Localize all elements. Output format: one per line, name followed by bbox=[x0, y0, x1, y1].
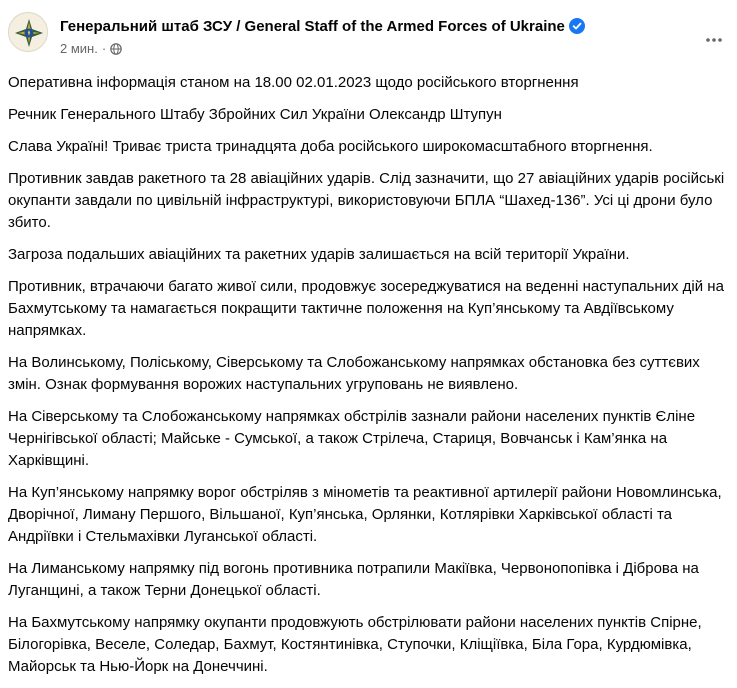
post-paragraph: Противник, втрачаючи багато живої сили, продовжує зосереджуватися на веденні наступальних дій на Бахмутському та намагається покращити тактичне положення на Куп’янському та Авдіївському напрямках. bbox=[8, 278, 724, 339]
post-paragraph: На Сіверському та Слобожанському напрямках обстрілів зазнали райони населених пунктів Єліне Чернігівської області; Майське - Сумської, а також Стрілеча, Стариця, Вовчанськ і Кам’янка на Харківщині. bbox=[8, 408, 696, 469]
meta-separator: · bbox=[101, 41, 107, 56]
post-paragraph: Загроза подальших авіаційних та ракетних ударів залишається на всій території України. bbox=[8, 246, 630, 263]
post-paragraph: Оперативна інформація станом на 18.00 02.01.2023 щодо російського вторгнення bbox=[8, 74, 579, 91]
author-name-link[interactable]: Генеральний штаб ЗСУ / General Staff of the Armed Forces of Ukraine bbox=[60, 18, 565, 35]
general-staff-emblem-icon bbox=[9, 13, 48, 52]
post-paragraph: Слава Україні! Триває триста тринадцята доба російського широкомасштабного вторгнення. bbox=[8, 138, 653, 155]
post-paragraph: На Волинському, Поліському, Сіверському та Слобожанському напрямках обстановка без суттєвих змін. Ознак формування ворожих наступальних угруповань не виявлено. bbox=[8, 354, 700, 393]
post-paragraph: На Бахмутському напрямку окупанти продовжують обстрілювати райони населених пунктів Спірне, Білогорівка, Веселе, Соледар, Бахмут, Костянтинівка, Ступочки, Кліщіївка, Біла Гора, Курдюмівка, Майорськ та Нью-Йорк на Донеччині. bbox=[8, 614, 702, 675]
post-paragraph: На Куп’янському напрямку ворог обстріляв з мінометів та реактивної артилерії райони Новомлинська, Дворічної, Лиману Першого, Вільшаної, Куп’янська, Орлянки, Котлярівки Харківської області та Андріївки і Стельмахівки Луганської області. bbox=[8, 484, 722, 545]
post-paragraph: Противник завдав ракетного та 28 авіаційних ударів. Слід зазначити, що 27 авіаційних ударів російські окупанти завдали по цивільній інфраструктурі, використовуючи БПЛА “Шахед-136”. Усі ці дрони було збито. bbox=[8, 170, 725, 231]
more-options-icon bbox=[704, 30, 724, 50]
post-paragraph: На Лиманському напрямку під вогонь противника потрапили Макіївка, Червонопопівка і Діброва на Луганщині, а також Терни Донецької області. bbox=[8, 560, 699, 599]
post-timestamp-link[interactable]: 2 мин. bbox=[60, 41, 98, 56]
post-paragraph: Речник Генерального Штабу Збройних Сил України Олександр Штупун bbox=[8, 106, 502, 123]
post-meta bbox=[60, 41, 122, 57]
post-header bbox=[8, 12, 728, 68]
globe-icon[interactable] bbox=[110, 43, 122, 55]
verified-badge-icon bbox=[569, 18, 585, 34]
avatar[interactable] bbox=[8, 12, 48, 52]
author-line bbox=[60, 17, 585, 37]
post-body bbox=[8, 72, 730, 688]
more-options-button[interactable] bbox=[700, 26, 728, 54]
